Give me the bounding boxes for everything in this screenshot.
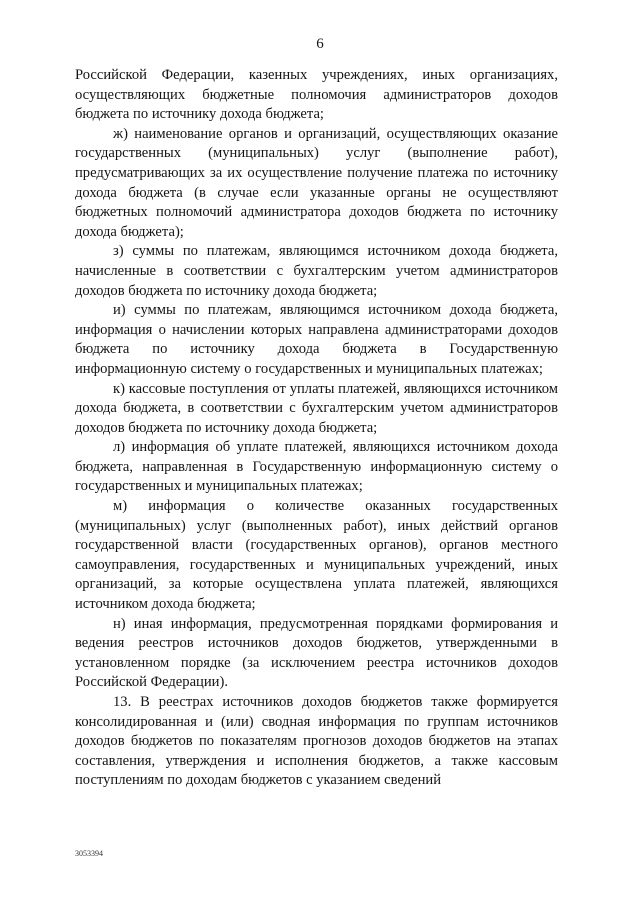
- paragraph-item-m: м) информация о количестве оказанных государственных (муниципальных) услуг (выполненных работ), иных действий органов государственной власти (государственных органов), органов местного самоуправления, государственных и муниципальных учреждений, иных организаций, за которые осуществлена уплата платежей, являющихся источником дохода бюджета;: [75, 498, 558, 613]
- paragraph-item-i: и) суммы по платежам, являющимся источником дохода бюджета, информация о начислении которых направлена администраторами доходов бюджета по источнику дохода бюджета в Государственную информационную систему о государственных и муниципальных платежах;: [75, 302, 558, 377]
- paragraph-item-z: з) суммы по платежам, являющимся источником дохода бюджета, начисленные в соответствии с бухгалтерским учетом администраторов доходов бюджета по источнику дохода бюджета;: [75, 243, 558, 299]
- paragraph-item-l: л) информация об уплате платежей, являющихся источником дохода бюджета, направленная в Государственную информационную систему о государственных и муниципальных платежах;: [75, 439, 558, 495]
- paragraph-continuation: Российской Федерации, казенных учреждениях, иных организациях, осуществляющих бюджетные полномочия администраторов доходов бюджета по источнику дохода бюджета;: [75, 67, 558, 123]
- paragraph-section-13: 13. В реестрах источников доходов бюджетов также формируется консолидированная и (или) сводная информация по группам источников доходов бюджетов по показателям прогнозов доходов бюджетов на этапах составления, утверждения и исполнения бюджетов, а также кассовым поступлениям по доходам бюджетов с указанием сведений: [75, 694, 558, 789]
- page-number: 6: [316, 36, 324, 52]
- document-body: [75, 66, 558, 791]
- paragraph-item-n: н) иная информация, предусмотренная порядками формирования и ведения реестров источников доходов бюджетов, утвержденными в установленном порядке (за исключением реестра источников доходов Российской Федерации).: [75, 615, 558, 691]
- paragraph-item-k: к) кассовые поступления от уплаты платежей, являющихся источником дохода бюджета, в соответствии с бухгалтерским учетом администраторов доходов бюджета по источнику дохода бюджета;: [75, 380, 558, 436]
- document-code: 3053394: [75, 849, 103, 858]
- paragraph-item-zh: ж) наименование органов и организаций, осуществляющих оказание государственных (муниципальных) услуг (выполнение работ), предусматривающих за их осуществление получение платежа по источнику дохода бюджета (в случае если указанные органы не осуществляют бюджетных полномочий администратора доходов бюджета по источнику дохода бюджета);: [75, 125, 558, 240]
